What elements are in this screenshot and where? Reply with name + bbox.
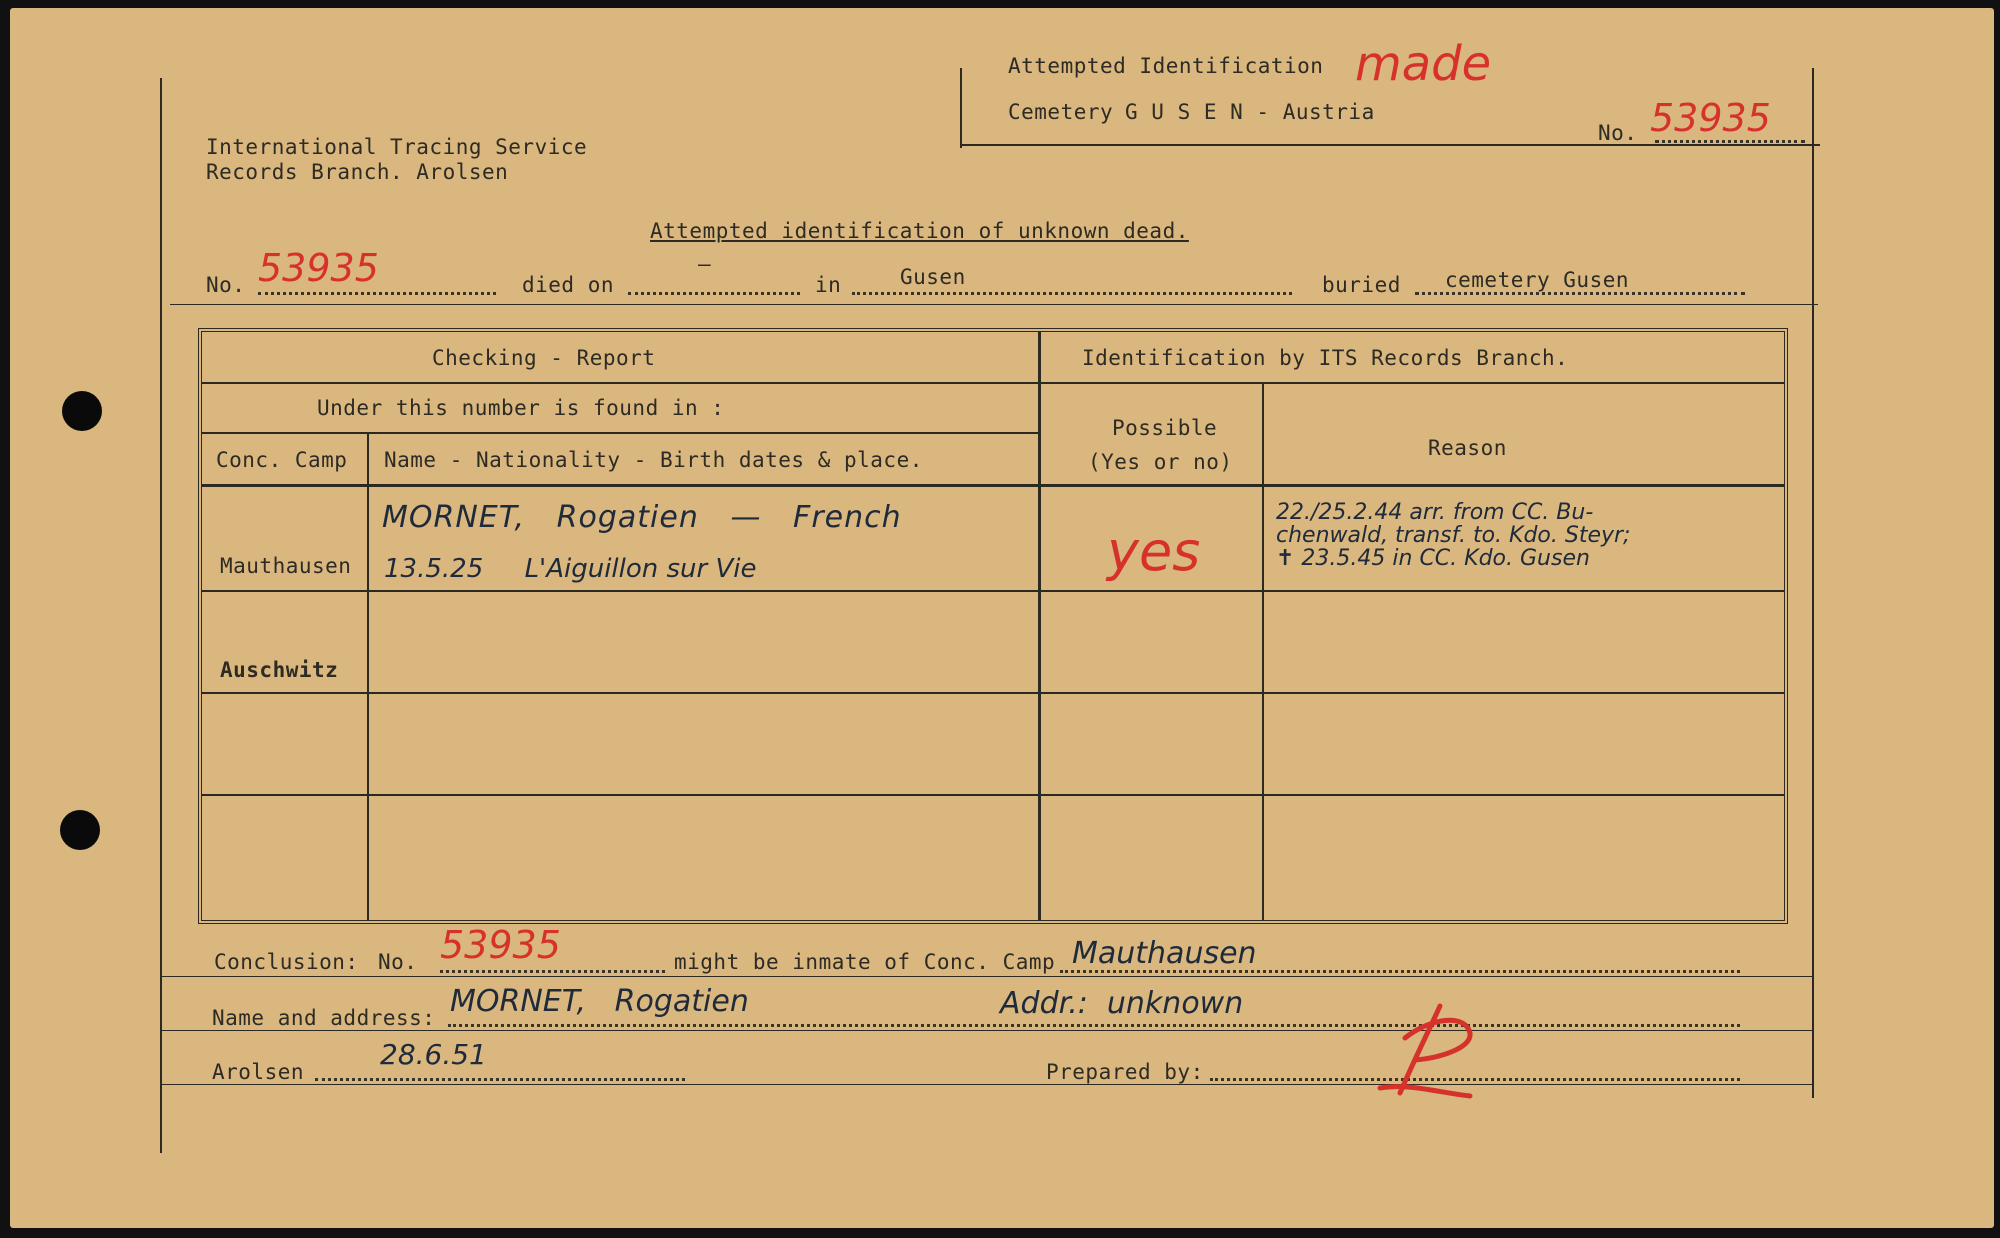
org-line-2: Records Branch. Arolsen [206, 160, 509, 184]
date-dots [315, 1078, 685, 1081]
under-number-label: Under this number is found in : [317, 396, 725, 420]
date-value: 28.6.51 [380, 1038, 487, 1071]
record-line-rule [170, 304, 1818, 305]
address-value: Addr.: unknown [1000, 986, 1244, 1021]
died-on-dots [628, 292, 800, 295]
record-no-value: 53935 [258, 246, 379, 290]
table-row-line-5 [202, 692, 1784, 694]
conclusion-rule-2 [160, 1030, 1812, 1031]
header-box-left-line [960, 68, 962, 148]
record-no-dots [258, 292, 496, 295]
conclusion-camp-value: Mauthausen [1072, 936, 1257, 971]
conclusion-rule-1 [160, 976, 1812, 977]
header-no-label: No. [1598, 121, 1638, 145]
died-on-label: died on [522, 273, 615, 297]
died-on-value: — [698, 252, 712, 276]
name-address-label: Name and address: [212, 1006, 436, 1030]
record-no-label: No. [206, 273, 246, 297]
table-row-line-ident [1038, 382, 1784, 384]
col-possible-header-1: Possible [1112, 416, 1218, 440]
place-label: Arolsen [212, 1060, 305, 1084]
cemetery-value: G U S E N - Austria [1125, 100, 1375, 124]
conclusion-label: Conclusion: [214, 950, 359, 974]
table-divider-main [1038, 332, 1041, 920]
table-row-line-1 [202, 382, 1038, 384]
org-line-1: International Tracing Service [206, 135, 588, 159]
in-value: Gusen [900, 265, 966, 289]
row1-possible: yes [1107, 520, 1201, 583]
in-dots [852, 292, 1292, 295]
buried-label: buried [1322, 273, 1401, 297]
header-no-value: 53935 [1650, 96, 1771, 140]
checking-table [198, 328, 1788, 924]
row1-name-line2: 13.5.25 L'Aiguillon sur Vie [384, 554, 757, 584]
buried-value: cemetery Gusen [1445, 268, 1630, 292]
right-margin-line [1812, 68, 1814, 1098]
index-card [10, 8, 1994, 1228]
left-margin-line [160, 78, 162, 1153]
punch-hole-top [62, 391, 102, 431]
cemetery-label: Cemetery [1008, 100, 1114, 124]
row1-name-line1: MORNET, Rogatien — French [382, 500, 902, 535]
conclusion-no-dots [440, 970, 665, 973]
name-value: MORNET, Rogatien [450, 984, 749, 1019]
header-box-bottom-line [960, 144, 1820, 146]
col-camp-header: Conc. Camp [216, 448, 348, 472]
row2-camp: Auschwitz [220, 658, 339, 682]
conclusion-inmate-text: might be inmate of Conc. Camp [674, 950, 1056, 974]
checking-report-header: Checking - Report [432, 346, 656, 370]
table-col-line-possible [1262, 382, 1264, 920]
attempted-identification-value: made [1355, 36, 1492, 92]
conclusion-no-label: No. [378, 950, 418, 974]
prepared-by-label: Prepared by: [1046, 1060, 1204, 1084]
name-address-dots [448, 1024, 1740, 1027]
table-row-line-4 [202, 590, 1784, 592]
col-possible-header-2: (Yes or no) [1088, 450, 1233, 474]
attempted-identification-label: Attempted Identification [1008, 54, 1324, 78]
red-initials-signature [1370, 998, 1490, 1108]
row1-reason-line1: 22./25.2.44 arr. from CC. Bu- [1276, 500, 1594, 525]
col-name-header: Name - Nationality - Birth dates & place. [384, 448, 923, 472]
row1-camp: Mauthausen [220, 554, 352, 578]
conclusion-rule-3 [160, 1084, 1812, 1085]
table-row-line-2 [202, 432, 1038, 434]
row1-reason-line2: chenwald, transf. to. Kdo. Steyr; [1276, 523, 1631, 548]
col-reason-header: Reason [1428, 436, 1507, 460]
header-no-dots [1655, 140, 1805, 143]
punch-hole-bottom [60, 810, 100, 850]
table-row-line-3 [202, 484, 1784, 487]
identification-header: Identification by ITS Records Branch. [1082, 346, 1569, 370]
form-title: Attempted identification of unknown dead. [650, 219, 1189, 243]
in-label: in [815, 273, 842, 297]
table-col-line-camp [367, 432, 369, 920]
buried-dots [1415, 292, 1745, 295]
row1-reason-line3: ✝ 23.5.45 in CC. Kdo. Gusen [1276, 546, 1590, 571]
conclusion-no-value: 53935 [440, 923, 561, 967]
table-row-line-6 [202, 794, 1784, 796]
